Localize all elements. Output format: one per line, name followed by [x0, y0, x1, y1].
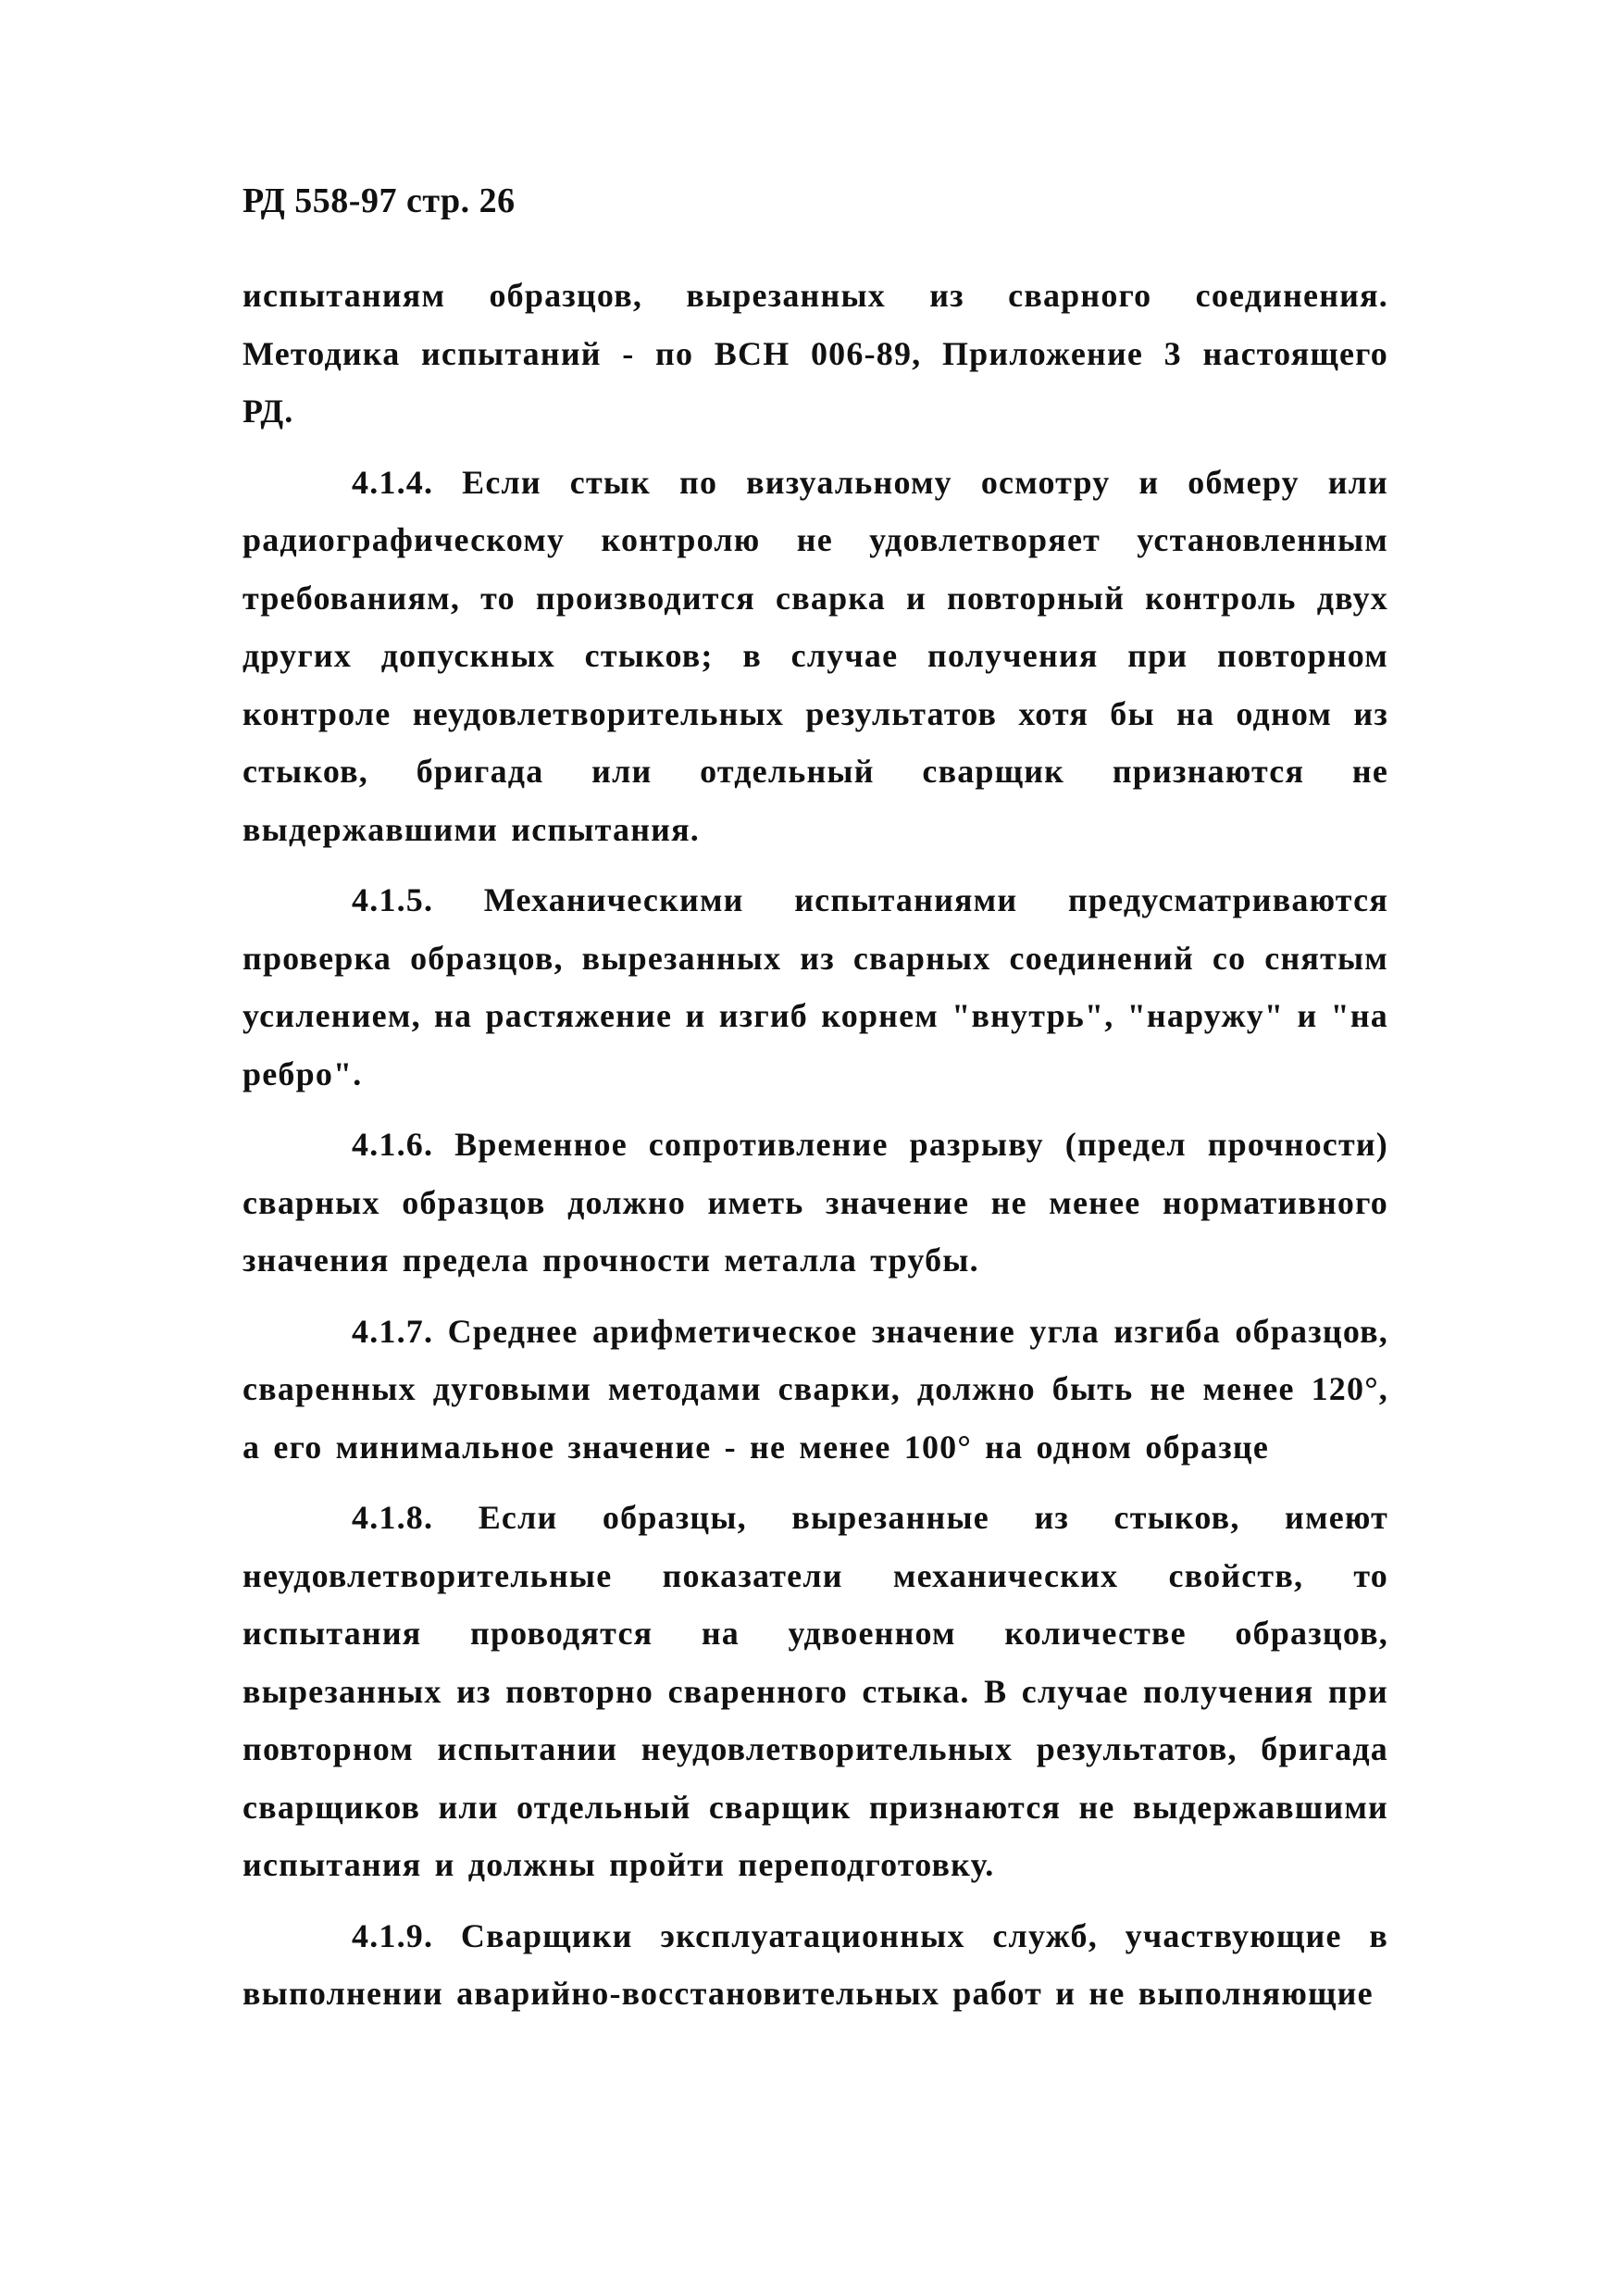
paragraph-4-1-4: 4.1.4. Если стык по визуальному осмотру и обмеру или радиографическому контролю не удовлетворяет установленным требованиям, то производится сварка и повторный контроль двух других допускных стыков; в случае получения при повторном контроле неудовлетворительных результатов хотя бы на одном из стыков, бригада или отдельный сварщик признаются не выдержавшими испытания.	[243, 463, 1388, 848]
page-header: РД 558-97 стр. 26	[243, 181, 516, 220]
paragraph-4-1-9: 4.1.9. Сварщики эксплуатационных служб, участвующие в выполнении аварийно-восстановительных работ и не выполняющие	[243, 1916, 1388, 2012]
paragraph-4-1-5: 4.1.5. Механическими испытаниями предусматриваются проверка образцов, вырезанных из сварных соединений со снятым усилением, на растяжение и изгиб корнем "внутрь", "наружу" и "на ребро".	[243, 881, 1388, 1092]
paragraph-4-1-8: 4.1.8. Если образцы, вырезанные из стыков, имеют неудовлетворительные показатели механических свойств, то испытания проводятся на удвоенном количестве образцов, вырезанных из повторно сваренного стыка. В случае получения при повторном испытании неудовлетворительных результатов, бригада сварщиков или отдельный сварщик признаются не выдержавшими испытания и должны пройти переподготовку.	[243, 1499, 1388, 1883]
paragraph-4-1-7: 4.1.7. Среднее арифметическое значение угла изгиба образцов, сваренных дуговыми методами сварки, должно быть не менее 120°, а его минимальное значение - не менее 100° на одном образце	[243, 1312, 1388, 1466]
paragraph-4-1-6: 4.1.6. Временное сопротивление разрыву (предел прочности) сварных образцов должно иметь значение не менее нормативного значения предела прочности металла трубы.	[243, 1126, 1388, 1279]
paragraph-continuation: испытаниям образцов, вырезанных из сварного соединения. Методика испытаний - по ВСН 006-89, Приложение 3 настоящего РД.	[243, 277, 1388, 430]
document-body	[243, 267, 1388, 2036]
